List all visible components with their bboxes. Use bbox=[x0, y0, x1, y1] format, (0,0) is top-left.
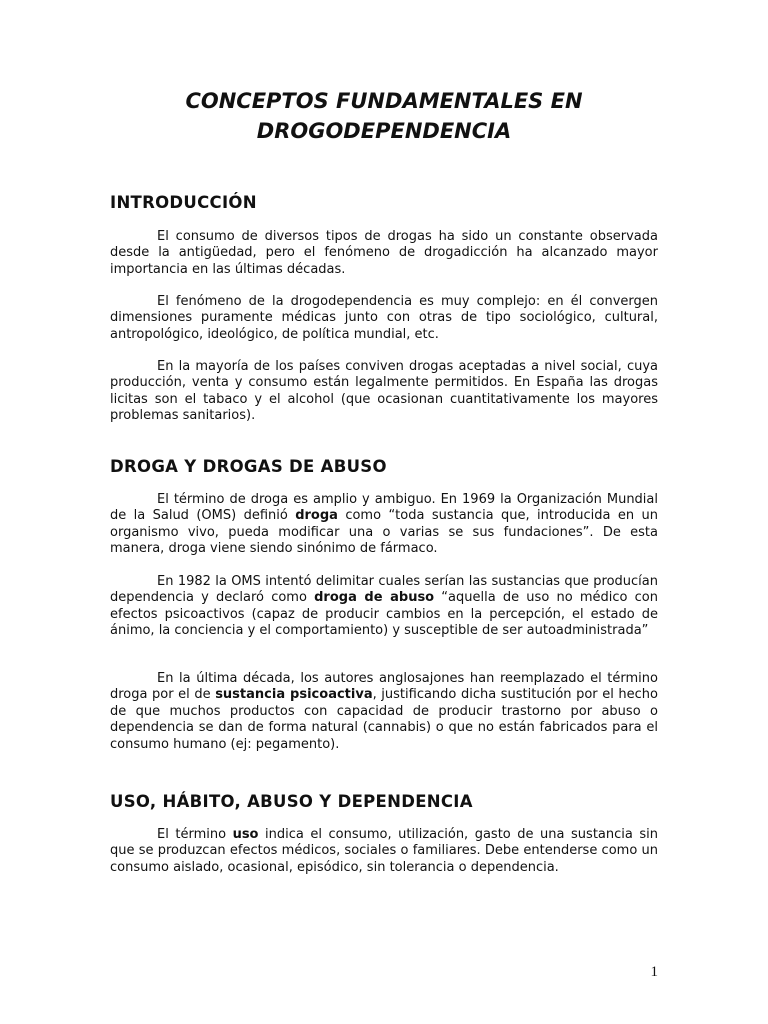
title-line-1: CONCEPTOS FUNDAMENTALES EN bbox=[185, 89, 583, 113]
section-heading-droga-y-drogas-de-abuso: DROGA Y DROGAS DE ABUSO bbox=[110, 457, 387, 476]
paragraph-text: En 1982 la OMS intentó delimitar cuales serían las sustancias que producían dependencia y declaró como bbox=[110, 574, 658, 606]
defined-term: sustancia psicoactiva bbox=[215, 687, 373, 703]
title-line-2: DROGODEPENDENCIA bbox=[256, 119, 512, 143]
paragraph bbox=[110, 671, 658, 753]
paragraph-text: “aquella de uso no médico con efectos psicoactivos (capaz de producir cambios en la percepción, el estado de ánimo, la conciencia y el comportamiento) y susceptible de ser autoadministrada” bbox=[110, 590, 658, 639]
defined-term: droga bbox=[295, 508, 338, 524]
section-heading-introduccion: INTRODUCCIÓN bbox=[110, 193, 257, 212]
paragraph-text: En la última década, los autores anglosajones han reemplazado el término droga por el de bbox=[110, 671, 658, 703]
paragraph-text: , justificando dicha sustitución por el hecho de que muchos productos con capacidad de producir trastorno por abuso o dependencia se dan de forma natural (cannabis) o que no están fabricados para el consumo humano (ej: pegamento). bbox=[110, 687, 658, 752]
paragraph bbox=[110, 574, 658, 640]
paragraph bbox=[110, 827, 658, 876]
paragraph-text: El término bbox=[157, 827, 233, 842]
defined-term: droga de abuso bbox=[314, 590, 435, 606]
paragraph: En la mayoría de los países conviven drogas aceptadas a nivel social, cuya producción, venta y consumo están legalmente permitidos. En España las drogas licitas son el tabaco y el alcohol (que ocasionan cuantitativamente los mayores problemas sanitarios). bbox=[110, 359, 658, 424]
page-number: 1 bbox=[650, 964, 658, 980]
paragraph: El consumo de diversos tipos de drogas ha sido un constante observada desde la antigüedad, pero el fenómeno de drogadicción ha alcanzado mayor importancia en las últimas décadas. bbox=[110, 229, 658, 277]
section-heading-uso-habito-abuso-y-dependencia: USO, HÁBITO, ABUSO Y DEPENDENCIA bbox=[110, 792, 473, 811]
document-title bbox=[110, 86, 658, 146]
paragraph-text: indica el consumo, utilización, gasto de una sustancia sin que se produzcan efectos médicos, sociales o familiares. Debe entenderse como un consumo aislado, ocasional, episódico, sin tolerancia o dependencia. bbox=[110, 827, 658, 875]
paragraph-text: El término de droga es amplio y ambiguo. En 1969 la Organización Mundial de la Salud (OMS) definió bbox=[110, 492, 658, 524]
defined-term: uso bbox=[232, 827, 259, 842]
paragraph-text: como “toda sustancia que, introducida en un organismo vivo, pueda modificar una o varias se sus fundaciones”. De esta manera, droga viene siendo sinónimo de fármaco. bbox=[110, 508, 658, 557]
paragraph bbox=[110, 492, 658, 558]
paragraph: El fenómeno de la drogodependencia es muy complejo: en él convergen dimensiones puramente médicas junto con otras de tipo sociológico, cultural, antropológico, ideológico, de política mundial, etc. bbox=[110, 294, 658, 342]
